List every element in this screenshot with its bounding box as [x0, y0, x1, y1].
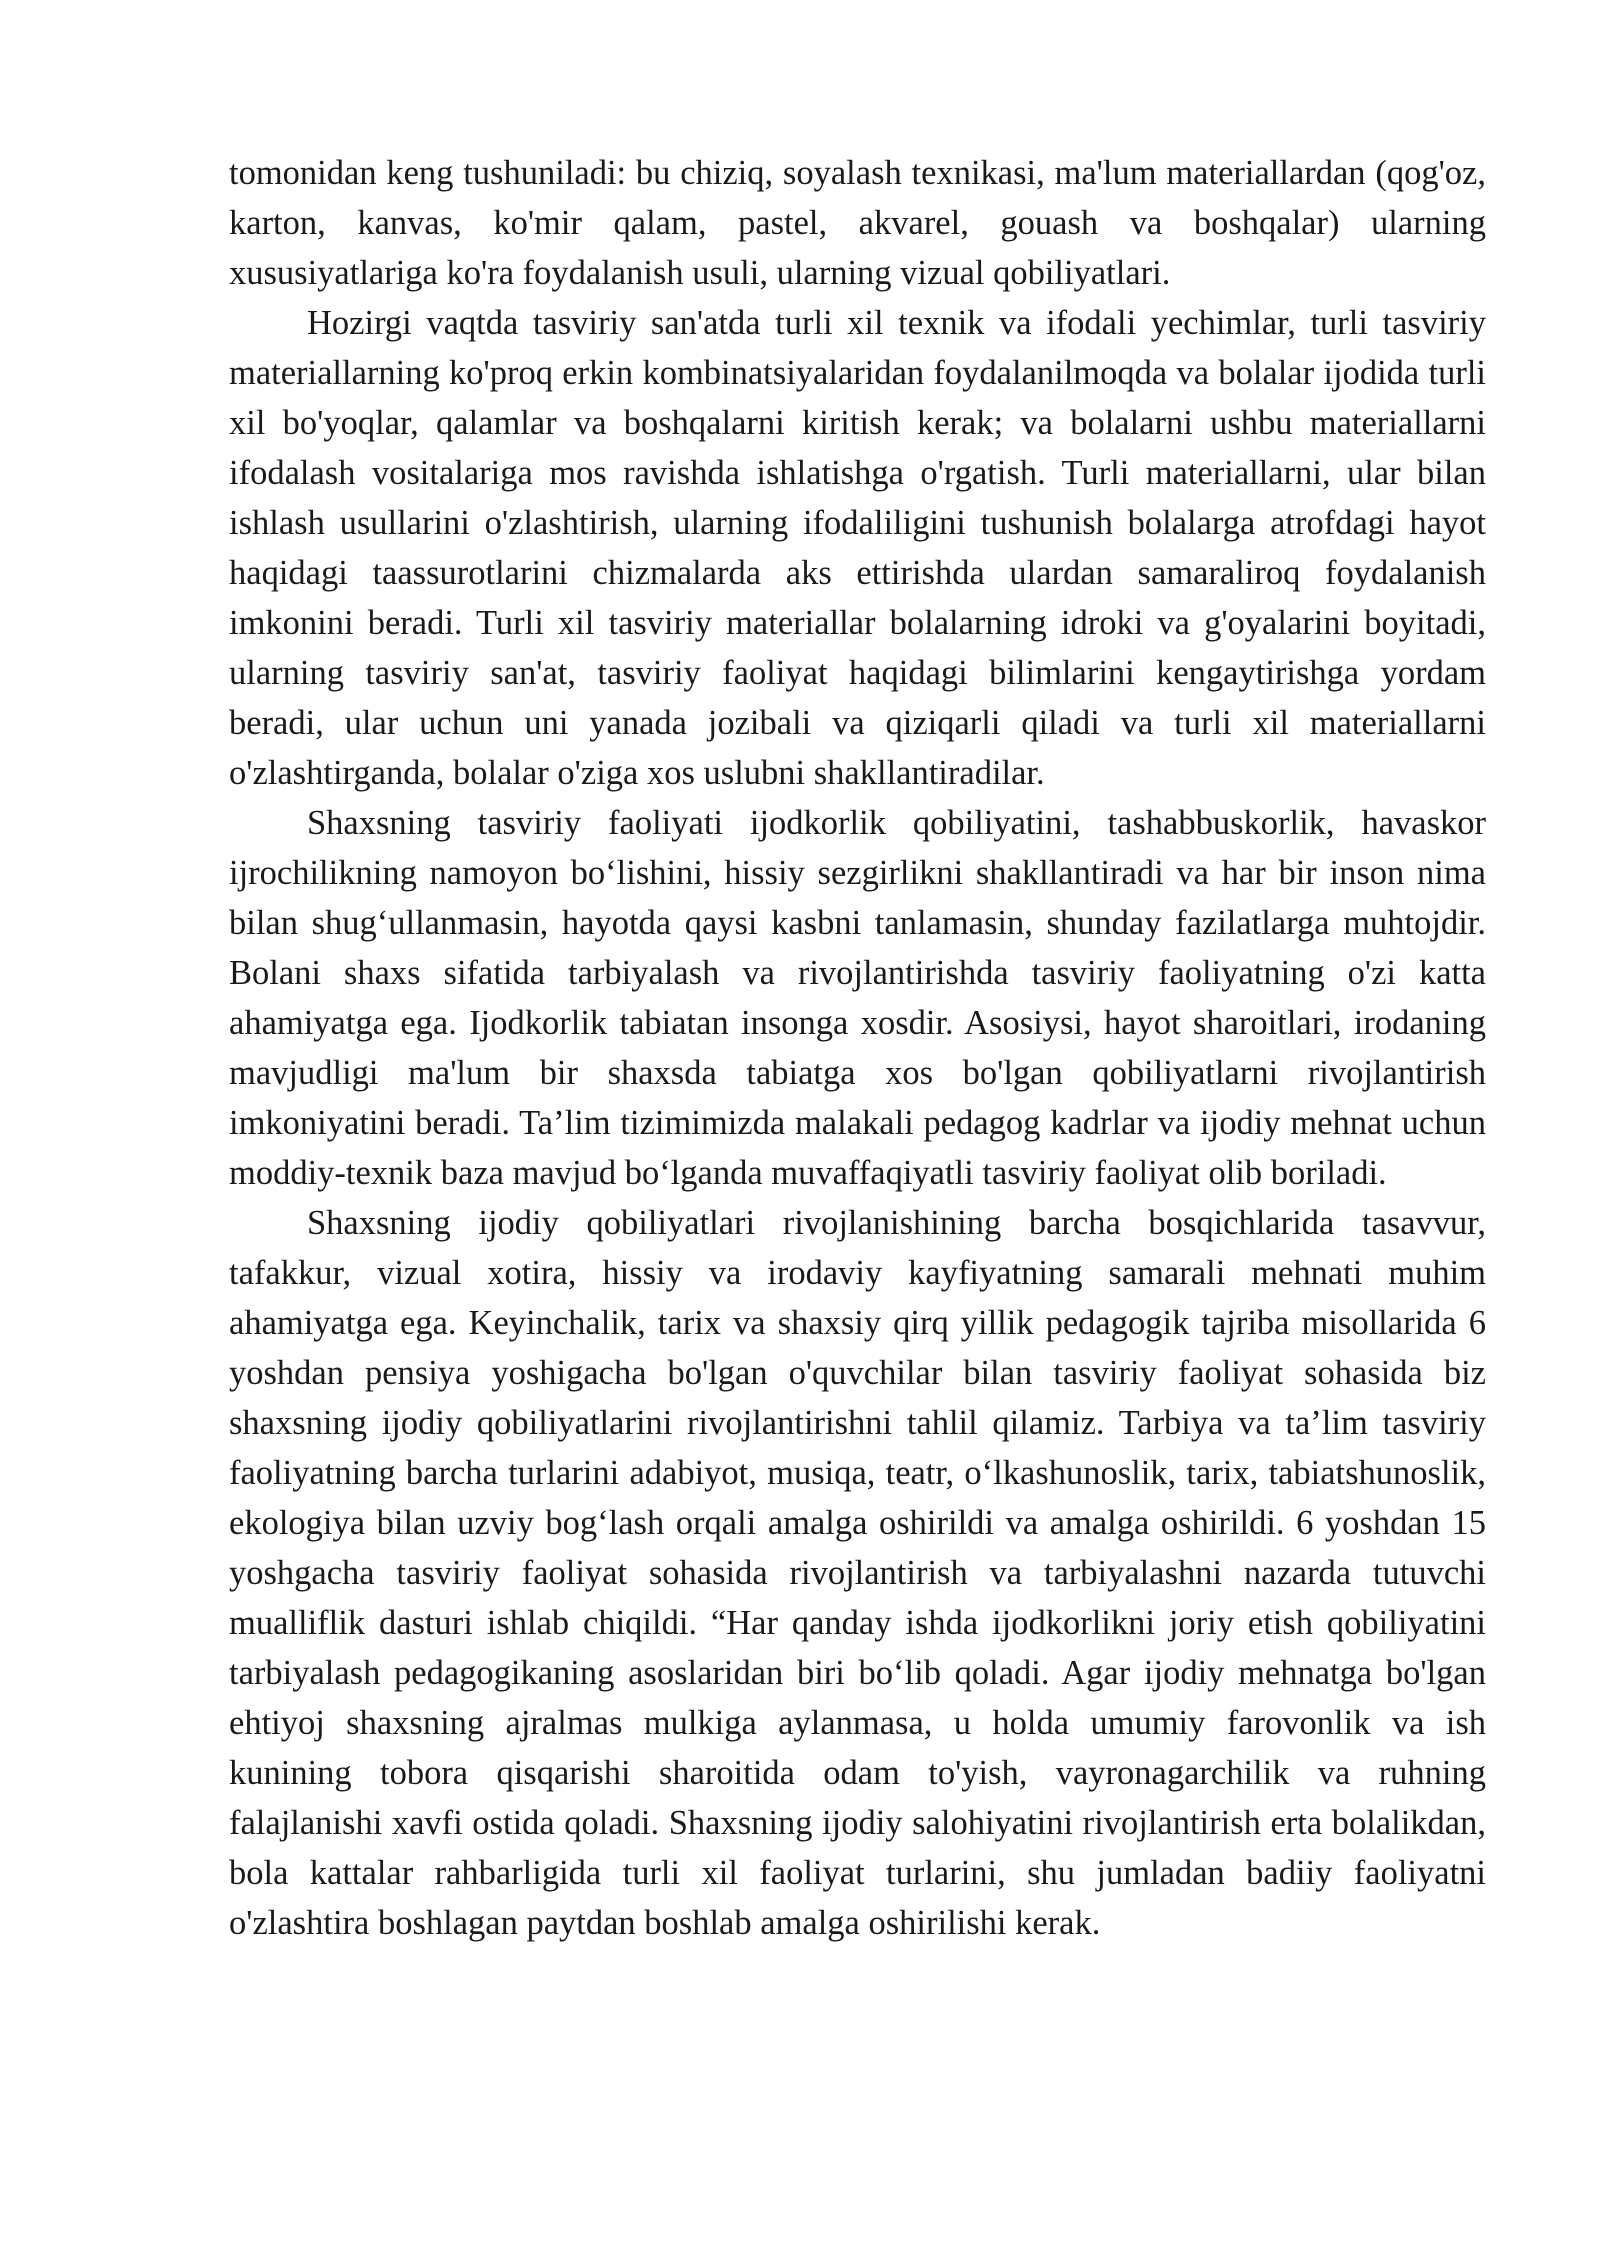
- paragraph: Shaxsning ijodiy qobiliyatlari rivojlanishining barcha bosqichlarida tasavvur, tafakkur, vizual xotira, hissiy va irodaviy kayfiyatning samarali mehnati muhim ahamiyatga ega. Keyinchalik, tarix va shaxsiy qirq yillik pedagogik tajriba misollarida 6 yoshdan pensiya yoshigacha bo'lgan o'quvchilar bilan tasviriy faoliyat sohasida biz shaxsning ijodiy qobiliyatlarini rivojlantirishni tahlil qilamiz. Tarbiya va ta’lim tasviriy faoliyatning barcha turlarini adabiyot, musiqa, teatr, o‘lkashunoslik, tarix, tabiatshunoslik, ekologiya bilan uzviy bog‘lash orqali amalga oshirildi va amalga oshirildi. 6 yoshdan 15 yoshgacha tasviriy faoliyat sohasida rivojlantirish va tarbiyalashni nazarda tutuvchi mualliflik dasturi ishlab chiqildi. “Har qanday ishda ijodkorlikni joriy etish qobiliyatini tarbiyalash pedagogikaning asoslaridan biri bo‘lib qoladi. Agar ijodiy mehnatga bo'lgan ehtiyoj shaxsning ajralmas mulkiga aylanmasa, u holda umumiy farovonlik va ish kunining tobora qisqarishi sharoitida odam to'yish, vayronagarchilik va ruhning falajlanishi xavfi ostida qoladi. Shaxsning ijodiy salohiyatini rivojlantirish erta bolalikdan, bola kattalar rahbarligida turli xil faoliyat turlarini, shu jumladan badiiy faoliyatni o'zlashtira boshlagan paytdan boshlab amalga oshirilishi kerak.: [229, 1204, 1486, 1942]
- paragraph: Shaxsning tasviriy faoliyati ijodkorlik qobiliyatini, tashabbuskorlik, havaskor ijrochilikning namoyon bo‘lishini, hissiy sezgirlikni shakllantiradi va har bir inson nima bilan shug‘ullanmasin, hayotda qaysi kasbni tanlamasin, shunday fazilatlarga muhtojdir. Bolani shaxs sifatida tarbiyalash va rivojlantirishda tasviriy faoliyatning o'zi katta ahamiyatga ega. Ijodkorlik tabiatan insonga xosdir. Asosiysi, hayot sharoitlari, irodaning mavjudligi ma'lum bir shaxsda tabiatga xos bo'lgan qobiliyatlarni rivojlantirish imkoniyatini beradi. Ta’lim tizimimizda malakali pedagog kadrlar va ijodiy mehnat uchun moddiy-texnik baza mavjud bo‘lganda muvaffaqiyatli tasviriy faoliyat olib boriladi.: [229, 804, 1486, 1192]
- document-page: [229, 148, 1486, 1948]
- paragraph: Hozirgi vaqtda tasviriy san'atda turli xil texnik va ifodali yechimlar, turli tasviriy materiallarning ko'proq erkin kombinatsiyalaridan foydalanilmoqda va bolalar ijodida turli xil bo'yoqlar, qalamlar va boshqalarni kiritish kerak; va bolalarni ushbu materiallarni ifodalash vositalariga mos ravishda ishlatishga o'rgatish. Turli materiallarni, ular bilan ishlash usullarini o'zlashtirish, ularning ifodaliligini tushunish bolalarga atrofdagi hayot haqidagi taassurotlarini chizmalarda aks ettirishda ulardan samaraliroq foydalanish imkonini beradi. Turli xil tasviriy materiallar bolalarning idroki va g'oyalarini boyitadi, ularning tasviriy san'at, tasviriy faoliyat haqidagi bilimlarini kengaytirishga yordam beradi, ular uchun uni yanada jozibali va qiziqarli qiladi va turli xil materiallarni o'zlashtirganda, bolalar o'ziga xos uslubni shakllantiradilar.: [229, 304, 1486, 792]
- paragraph-continued: tomonidan keng tushuniladi: bu chiziq, soyalash texnikasi, ma'lum materiallardan (qog'oz, karton, kanvas, ko'mir qalam, pastel, akvarel, gouash va boshqalar) ularning xususiyatlariga ko'ra foydalanish usuli, ularning vizual qobiliyatlari.: [229, 154, 1486, 292]
